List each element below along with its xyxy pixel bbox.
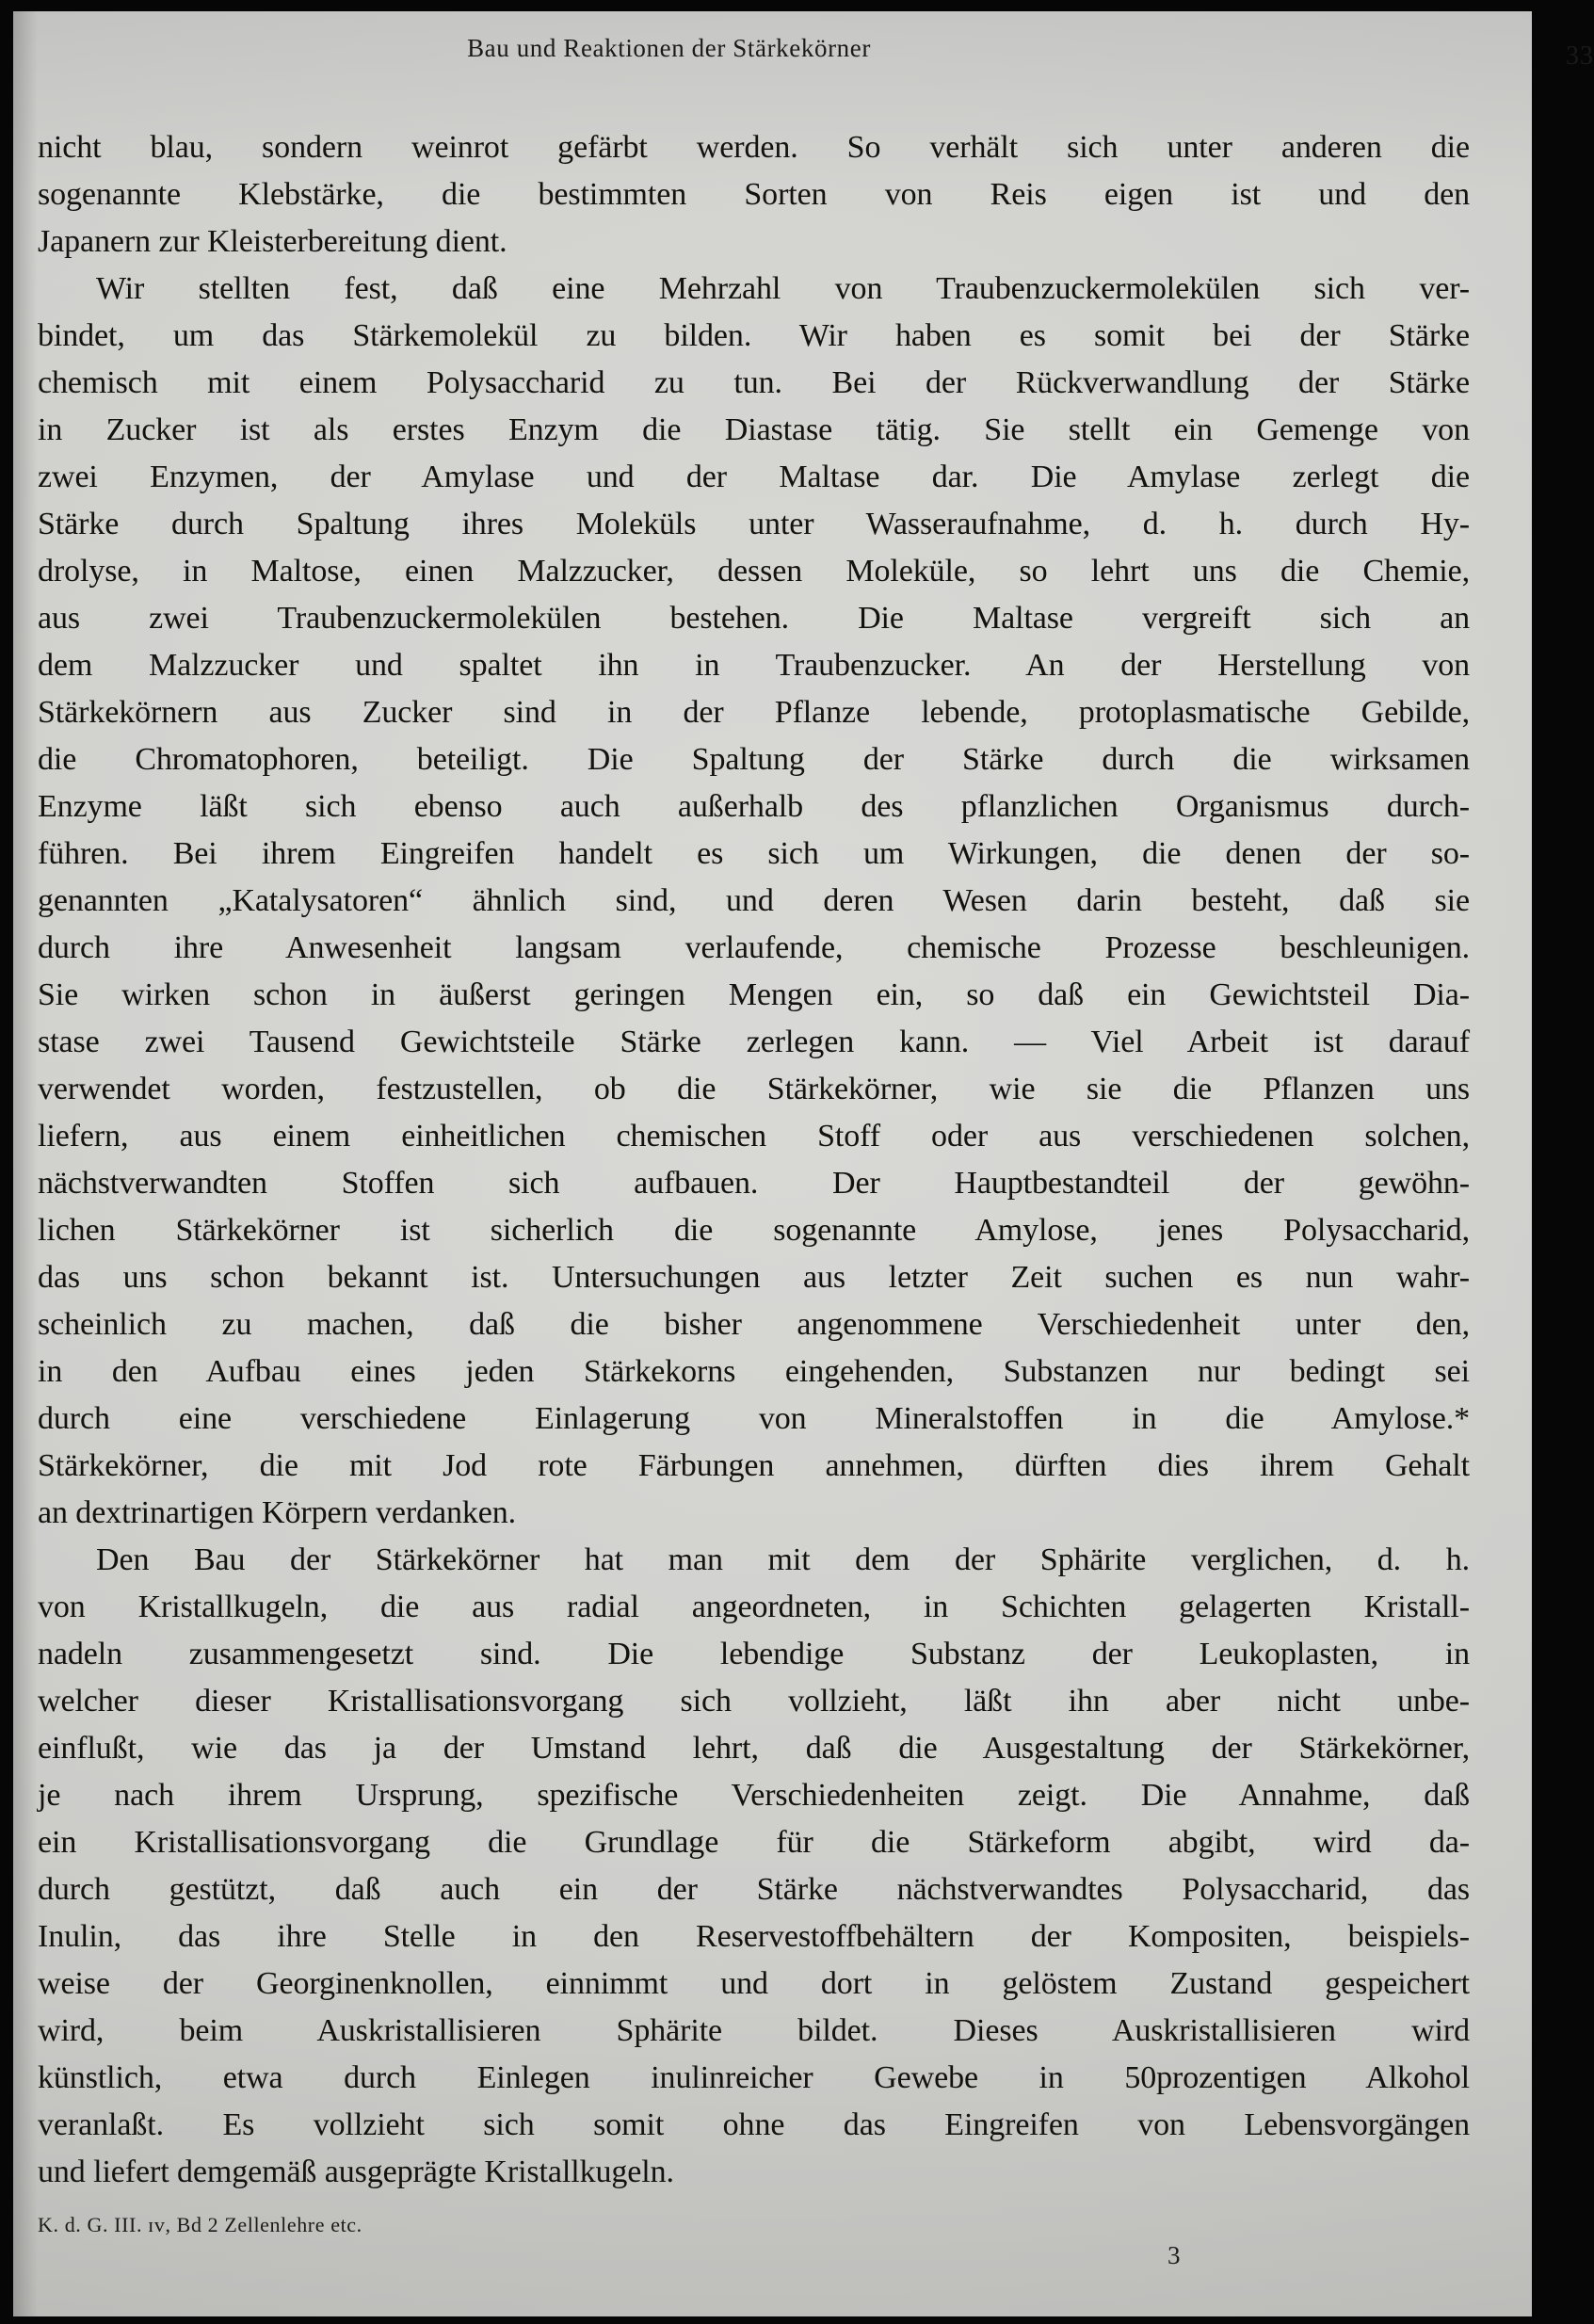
text-line: liefern, aus einem einheitlichen chemischen Stoff oder aus verschiedenen solchen, xyxy=(38,1119,1470,1154)
text-line: ein Kristallisationsvorgang die Grundlage für die Stärkeform abgibt, wird da- xyxy=(38,1825,1470,1860)
text-line: genannten „Katalysatoren“ ähnlich sind, und deren Wesen darin besteht, daß sie xyxy=(38,883,1470,918)
text-line: je nach ihrem Ursprung, spezifische Verschiedenheiten zeigt. Die Annahme, daß xyxy=(38,1778,1470,1813)
text-line: das uns schon bekannt ist. Untersuchungen aus letzter Zeit suchen es nun wahr- xyxy=(38,1260,1470,1295)
text-line: Stärkekörner, die mit Jod rote Färbungen annehmen, dürften dies ihrem Gehalt xyxy=(38,1448,1470,1483)
footer-signature-line: K. d. G. III. ɪᴠ, Bd 2 Zellenlehre etc. xyxy=(38,2213,362,2236)
text-line: Japanern zur Kleisterbereitung dient. xyxy=(38,224,507,259)
text-line: Stärkekörnern aus Zucker sind in der Pflanze lebende, protoplasmatische Gebilde, xyxy=(38,695,1470,730)
text-line: in Zucker ist als erstes Enzym die Diastase tätig. Sie stellt ein Gemenge von xyxy=(38,412,1470,447)
running-title: Bau und Reaktionen der Stärkekörner xyxy=(467,34,871,62)
text-line: scheinlich zu machen, daß die bisher angenommene Verschiedenheit unter den, xyxy=(38,1307,1470,1342)
text-line: bindet, um das Stärkemolekül zu bilden. Wir haben es somit bei der Stärke xyxy=(38,318,1470,353)
book-page xyxy=(13,11,1594,2316)
text-line: nächstverwandten Stoffen sich aufbauen. Der Hauptbestandteil der gewöhn- xyxy=(38,1166,1470,1201)
text-line: einflußt, wie das ja der Umstand lehrt, daß die Ausgestaltung der Stärkekörner, xyxy=(38,1731,1470,1766)
text-line: in den Aufbau eines jeden Stärkekorns eingehenden, Substanzen nur bedingt sei xyxy=(38,1354,1470,1389)
text-line: und liefert demgemäß ausgeprägte Kristallkugeln. xyxy=(38,2155,674,2189)
text-line: Enzyme läßt sich ebenso auch außerhalb des pflanzlichen Organismus durch- xyxy=(38,789,1470,824)
text-line: sogenannte Klebstärke, die bestimmten Sorten von Reis eigen ist und den xyxy=(38,177,1470,212)
text-line: wird, beim Auskristallisieren Sphärite bildet. Dieses Auskristallisieren wird xyxy=(38,2013,1470,2048)
text-line: durch ihre Anwesenheit langsam verlaufende, chemische Prozesse beschleunigen. xyxy=(38,930,1470,965)
text-line: chemisch mit einem Polysaccharid zu tun. Bei der Rückverwandlung der Stärke xyxy=(38,365,1470,400)
text-line: drolyse, in Maltose, einen Malzzucker, dessen Moleküle, so lehrt uns die Chemie, xyxy=(38,554,1470,589)
text-line: an dextrinartigen Körpern verdanken. xyxy=(38,1495,517,1530)
text-line: Stärke durch Spaltung ihres Moleküls unter Wasseraufnahme, d. h. durch Hy- xyxy=(38,507,1470,541)
text-line: führen. Bei ihrem Eingreifen handelt es sich um Wirkungen, die denen der so- xyxy=(38,836,1470,871)
text-line: veranlaßt. Es vollzieht sich somit ohne das Eingreifen von Lebensvorgängen xyxy=(38,2107,1470,2142)
text-line: nicht blau, sondern weinrot gefärbt werden. So verhält sich unter anderen die xyxy=(38,130,1470,165)
text-line: künstlich, etwa durch Einlegen inulinreicher Gewebe in 50prozentigen Alkohol xyxy=(38,2060,1470,2095)
text-line: weise der Georginenknollen, einnimmt und dort in gelöstem Zustand gespeichert xyxy=(38,1966,1470,2001)
text-line: verwendet worden, festzustellen, ob die Stärkekörner, wie sie die Pflanzen uns xyxy=(38,1072,1470,1106)
text-line: die Chromatophoren, beteiligt. Die Spaltung der Stärke durch die wirksamen xyxy=(38,742,1470,777)
text-line: Den Bau der Stärkekörner hat man mit dem der Sphärite verglichen, d. h. xyxy=(96,1542,1470,1577)
text-line: dem Malzzucker und spaltet ihn in Traubenzucker. An der Herstellung von xyxy=(38,648,1470,683)
page-header xyxy=(38,34,1594,72)
text-line: welcher dieser Kristallisationsvorgang sich vollzieht, läßt ihn aber nicht unbe- xyxy=(38,1684,1470,1719)
text-line: Inulin, das ihre Stelle in den Reservestoffbehältern der Kompositen, beispiels- xyxy=(38,1919,1470,1954)
text-line: Wir stellten fest, daß eine Mehrzahl von Traubenzuckermolekülen sich ver- xyxy=(96,271,1470,306)
text-line: zwei Enzymen, der Amylase und der Maltase dar. Die Amylase zerlegt die xyxy=(38,460,1470,494)
page-number: 33 xyxy=(1566,41,1594,71)
text-line: stase zwei Tausend Gewichtsteile Stärke zerlegen kann. — Viel Arbeit ist darauf xyxy=(38,1025,1470,1059)
sheet-number: 3 xyxy=(1167,2241,1181,2269)
text-line: durch gestützt, daß auch ein der Stärke nächstverwandtes Polysaccharid, das xyxy=(38,1872,1470,1907)
text-line: aus zwei Traubenzuckermolekülen bestehen. Die Maltase vergreift sich an xyxy=(38,601,1470,636)
text-line: lichen Stärkekörner ist sicherlich die sogenannte Amylose, jenes Polysaccharid, xyxy=(38,1213,1470,1248)
body-text xyxy=(38,124,1470,2196)
text-line: von Kristallkugeln, die aus radial angeordneten, in Schichten gelagerten Kristall- xyxy=(38,1590,1470,1624)
text-line: Sie wirken schon in äußerst geringen Mengen ein, so daß ein Gewichtsteil Dia- xyxy=(38,977,1470,1012)
text-line: durch eine verschiedene Einlagerung von Mineralstoffen in die Amylose.* xyxy=(38,1401,1470,1436)
text-line: nadeln zusammengesetzt sind. Die lebendige Substanz der Leukoplasten, in xyxy=(38,1637,1470,1671)
